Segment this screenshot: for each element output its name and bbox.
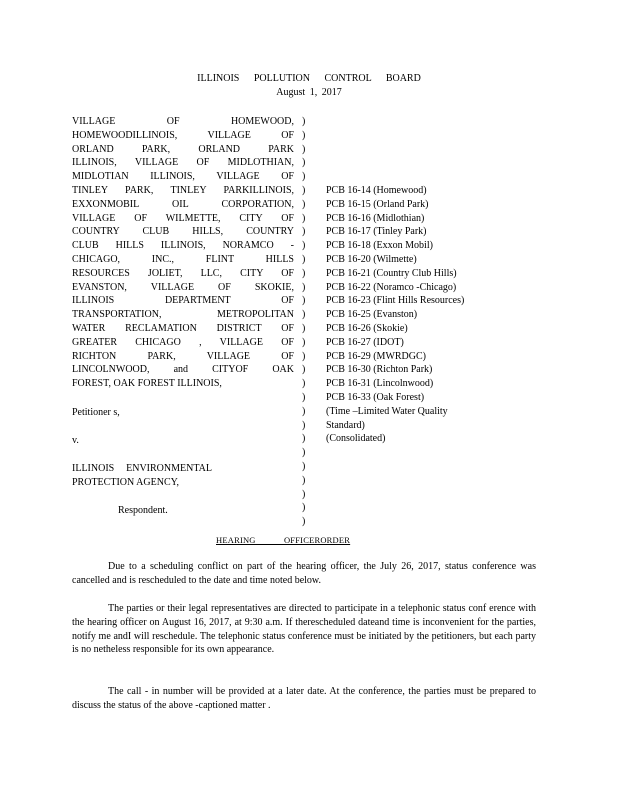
versus-label: v. [72,435,79,446]
case-numbers-block [326,184,496,446]
petitioner-line: MIDLOTIAN ILLINOIS, VILLAGE OF [72,171,294,183]
petitioner-line: VILLAGE OF HOMEWOOD, [72,116,294,127]
caption-paren: ) [302,281,306,293]
petitioner-line: RICHTON PARK, VILLAGE OF [72,350,294,362]
petitioner-line: ILLINOIS, VILLAGE OF MIDLOTHIAN, [72,157,294,169]
case-note: (Time –Limited Water Quality [326,405,448,417]
caption-paren: ) [302,240,306,252]
respondent-block [72,462,212,490]
caption-paren: ) [302,378,306,390]
paragraph-text: Due to a scheduling conflict on part of the hearing officer, the July 26, 2017, status conference was cancelled and is rescheduled to the date and time noted below. [72,561,536,586]
respondent-line: ILLINOIS ENVIRONMENTAL [72,463,212,474]
caption-paren: ) [302,474,306,486]
petitioner-line: FOREST, OAK FOREST ILLINOIS, [72,378,222,390]
paragraph-text: The call - in number will be provided at a later date. At the conference, the parties must be prepared to discuss the status of the above -captioned matter . [72,686,536,711]
petitioner-line: CLUB HILLS ILLINOIS, NORAMCO - [72,240,294,252]
case-note: Standard) [326,419,365,431]
case-number: PCB 16-26 (Skokie) [326,322,408,334]
case-number: PCB 16-22 (Noramco -Chicago) [326,281,457,293]
petitioner-line: CHICAGO, INC., FLINT HILLS [72,253,294,265]
petitioner-line: VILLAGE OF WILMETTE, CITY OF [72,212,294,224]
caption-paren: ) [302,212,306,224]
paragraph-text: The parties or their legal representatives are directed to participate in a telephonic status conf erence with the hearing officer on August 16, 2017, at 9:30 a.m. If therescheduled dateand time is inconvenient for the parties, notify me andI will reschedule. The telephonic status conference must be initiated by the petitioners, but each party is no netheless responsible for its own appearance. [72,603,536,656]
caption-paren: ) [302,309,306,321]
caption-paren: ) [302,116,306,127]
case-number: PCB 16-33 (Oak Forest) [326,391,425,403]
case-note: (Consolidated) [326,433,386,445]
case-number: PCB 16-23 (Flint Hills Resources) [326,295,465,307]
case-number: PCB 16-17 (Tinley Park) [326,226,427,238]
case-number: PCB 16-14 (Homewood) [326,185,427,196]
petitioner-line: GREATER CHICAGO , VILLAGE OF [72,336,294,348]
body-paragraph-3 [72,685,536,713]
case-number: PCB 16-15 (Orland Park) [326,198,429,210]
petitioner-line: ILLINOIS DEPARTMENT OF [72,295,294,307]
caption-paren: ) [302,184,306,196]
caption-paren: ) [302,460,306,472]
case-number: PCB 16-31 (Lincolnwood) [326,378,434,390]
order-date: August 1, 2017 [276,86,342,98]
caption-paren: ) [302,488,306,500]
caption-paren: ) [302,364,306,376]
caption-paren: ) [302,502,306,514]
caption-paren: ) [302,267,306,279]
caption-paren: ) [302,253,306,265]
caption-paren: ) [302,295,306,307]
case-number: PCB 16-25 (Evanston) [326,309,418,321]
caption-paren: ) [302,143,306,155]
body-paragraph-1 [72,560,536,588]
petitioner-line: LINCOLNWOOD, and CITYOF OAK [72,364,294,376]
caption-paren: ) [302,198,306,210]
petitioner-line: COUNTRY CLUB HILLS, COUNTRY [72,226,294,238]
agency-name: ILLINOIS POLLUTION CONTROL BOARD [197,73,421,84]
body-paragraph-2 [72,602,536,657]
petitioners-block [72,115,294,391]
caption-paren: ) [302,157,306,169]
petitioner-label: Petitioner s, [72,407,120,418]
caption-paren: ) [302,336,306,348]
petitioner-line: TRANSPORTATION, METROPOLITAN [72,309,294,321]
case-number: PCB 16-20 (Wilmette) [326,253,417,265]
caption-paren: ) [302,391,306,403]
caption-paren: ) [302,322,306,334]
petitioner-line: HOMEWOODILLINOIS, VILLAGE OF [72,129,294,141]
case-number: PCB 16-27 (IDOT) [326,336,404,348]
petitioner-line: EVANSTON, VILLAGE OF SKOKIE, [72,281,294,293]
caption-paren: ) [302,350,306,362]
respondent-line: PROTECTION AGENCY, [72,476,180,488]
caption-paren: ) [302,405,306,417]
document-header [0,72,618,100]
respondent-label: Respondent. [118,505,168,516]
caption-paren: ) [302,226,306,238]
petitioner-line: EXXONMOBIL OIL CORPORATION, [72,198,294,210]
order-title: HEARING OFFICERORDER [216,535,351,545]
petitioner-line: ORLAND PARK, ORLAND PARK [72,143,294,155]
case-number: PCB 16-16 (Midlothian) [326,212,425,224]
caption-paren: ) [302,516,306,528]
case-number: PCB 16-18 (Exxon Mobil) [326,240,433,252]
caption-paren: ) [302,129,306,141]
caption-paren: ) [302,171,306,183]
case-number: PCB 16-21 (Country Club Hills) [326,267,457,279]
caption-paren: ) [302,447,306,459]
petitioner-line: RESOURCES JOLIET, LLC, CITY OF [72,267,294,279]
caption-paren: ) [302,433,306,445]
petitioner-line: TINLEY PARK, TINLEY PARKILLINOIS, [72,184,294,196]
case-number: PCB 16-29 (MWRDGC) [326,350,427,362]
petitioner-line: WATER RECLAMATION DISTRICT OF [72,322,294,334]
caption-parentheses [302,115,312,529]
caption-paren: ) [302,419,306,431]
case-number: PCB 16-30 (Richton Park) [326,364,433,376]
